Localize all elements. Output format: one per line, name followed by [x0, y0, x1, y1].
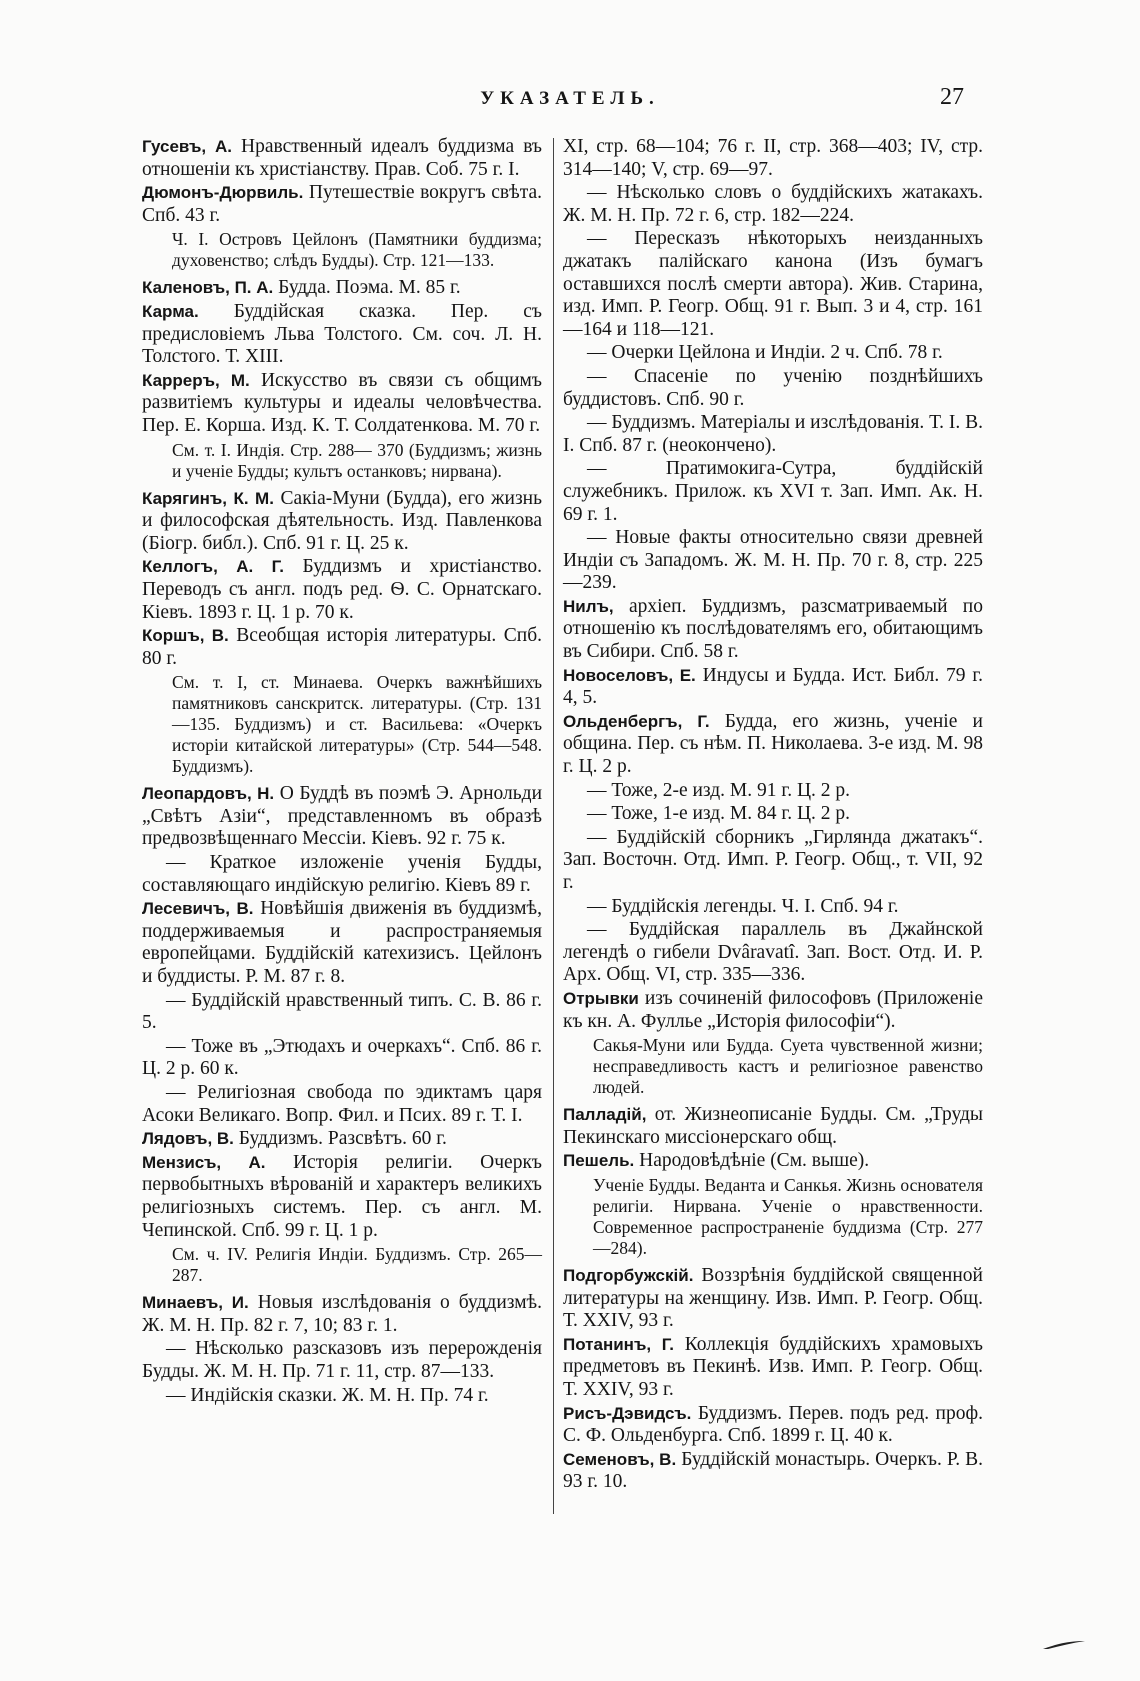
left-column	[142, 136, 542, 1408]
bibliography-entry	[142, 556, 542, 624]
bibliography-entry	[563, 1449, 983, 1494]
author-name: Потанинъ, Г.	[563, 1334, 674, 1354]
bibliography-entry	[142, 898, 542, 988]
entry-text: Новѣйшія движенія въ буддизмѣ, поддерживаемыя и распространяемыя европейцами. Буддійскій катехизисъ. Цейлонъ и буддисты. Р. М. 87 г. 8.	[142, 898, 542, 988]
bibliography-entry	[142, 301, 542, 369]
bibliography-entry	[142, 1292, 542, 1337]
bibliography-entry	[563, 1334, 983, 1402]
bibliography-entry	[142, 136, 542, 181]
entry-text: Буддійская сказка. Пер. съ предисловіемъ Льва Толстого. См. соч. Л. Н. Толстого. Т. XIII.	[142, 300, 542, 368]
bibliography-entry	[563, 665, 983, 710]
author-name: Пешель.	[563, 1151, 635, 1171]
bibliography-entry	[563, 1104, 983, 1149]
author-name: Рисъ-Дэвидсъ.	[563, 1403, 692, 1423]
ink-mark	[1042, 1640, 1086, 1650]
author-name: Коршъ, В.	[142, 626, 229, 646]
entry-continuation: — Буддійскій нравственный типъ. С. В. 86 г. 5.	[142, 989, 542, 1034]
entry-text: от. Жизнеописаніе Будды. См. „Труды Пекинскаго миссіонерскаго общ.	[563, 1104, 983, 1148]
entry-text: Сакіа-Муни (Будда), его жизнь и философская дѣятельность. Изд. Павленкова (Біогр. библ.). Спб. 91 г. Ц. 25 к.	[142, 487, 542, 554]
entry-text: Нравственный идеалъ буддизма въ отношеніи къ христіанству. Прав. Соб. 75 г. I.	[142, 136, 542, 180]
author-name: Келлогъ, А. Г.	[142, 557, 284, 577]
bibliography-entry	[142, 783, 542, 851]
bibliography-entry	[142, 277, 542, 300]
bibliography-entry	[563, 1265, 983, 1333]
author-name: Лесевичъ, В.	[142, 899, 254, 919]
bibliography-entry	[563, 1150, 983, 1173]
bibliography-entry	[563, 1403, 983, 1448]
entry-note: См. т. I, ст. Минаева. Очеркъ важнѣйшихъ памятниковъ санскритск. литературы. (Стр. 131—135. Буддизмъ) и ст. Васильева: «Очеркъ исторіи китайской литературы» (Стр. 544—548. Буддизмъ).	[172, 672, 542, 777]
entry-continuation: — Краткое изложеніе ученія Будды, составляющаго индійскую религію. Кіевъ 89 г.	[142, 852, 542, 896]
entry-text: Воззрѣнія буддійской священной литературы на женщину. Изв. Имп. Р. Геогр. Общ. Т. XXIV, 93 г.	[563, 1264, 983, 1332]
entry-continuation: — Буддизмъ. Матеріалы и изслѣдованія. Т. I. В. I. Спб. 87 г. (неоконченo).	[563, 412, 983, 456]
author-name: Мензисъ, А.	[142, 1152, 266, 1172]
author-name: Дюмонъ-Дюрвиль.	[142, 183, 304, 203]
entry-note: Сакья-Муни или Будда. Суета чувственной жизни; несправедливость кастъ и религіозное равенство людей.	[593, 1035, 983, 1098]
entry-continuation: — Пратимокига-Сутра, буддійскій служебникъ. Прилож. къ XVI т. Зап. Имп. Ак. Н. 69 г. 1.	[563, 458, 983, 525]
entry-continuation: — Спасеніе по ученію позднѣйшихъ буддистовъ. Спб. 90 г.	[563, 365, 983, 410]
entry-text: Будда, его жизнь, ученіе и община. Пер. съ нѣм. П. Николаева. 3-е изд. М. 98 г. Ц. 2 р.	[563, 710, 983, 778]
entry-continuation: — Религіозная свобода по эдиктамъ царя Асоки Великаго. Вопр. Фил. и Псих. 89 г. Т. I.	[142, 1082, 542, 1126]
entry-continuation: — Буддійская параллель въ Джайнской легендѣ о гибели Dvâravatî. Зап. Вост. Отд. И. Р. Арх. Общ. VI, стр. 335—336.	[563, 919, 983, 986]
bibliography-entry	[563, 711, 983, 779]
page-number: 27	[940, 84, 964, 110]
entry-text: Буддизмъ. Разсвѣтъ. 60 г.	[233, 1128, 447, 1150]
bibliography-entry	[142, 370, 542, 438]
author-name: Минаевъ, И.	[142, 1293, 249, 1313]
entry-continuation: — Новые факты относительно связи древней Индіи съ Западомъ. Ж. М. Н. Пр. 70 г. 8, стр. 225—239.	[563, 527, 983, 594]
entry-continuation: — Нѣсколько словъ о буддійскихъ жатакахъ. Ж. М. Н. Пр. 72 г. 6, стр. 182—224.	[563, 182, 983, 226]
entry-carryover: XI, стр. 68—104; 76 г. II, стр. 368—403; IV, стр. 314—140; V, стр. 69—97.	[563, 136, 983, 180]
entry-text: Коллекція буддійскихъ храмовыхъ предметовъ въ Пекинѣ. Изв. Имп. Р. Геогр. Общ. Т. XXIV, 93 г.	[563, 1333, 983, 1400]
author-name: Карма.	[142, 301, 199, 321]
bibliography-entry	[142, 625, 542, 670]
entry-note: См. т. I. Индія. Стр. 288— 370 (Буддизмъ; жизнь и ученіе Будды; культъ останковъ; нирвана).	[172, 439, 542, 481]
entry-text: архіеп. Буддизмъ, разсматриваемый по отношенію къ послѣдователямъ его, обитающимъ въ Сибири. Спб. 58 г.	[563, 595, 983, 663]
entry-continuation: — Очерки Цейлона и Индіи. 2 ч. Спб. 78 г.	[587, 342, 943, 364]
author-name: Нилъ,	[563, 596, 614, 616]
entry-continuation: — Тоже, 2-е изд. М. 91 г. Ц. 2 р.	[587, 779, 851, 801]
entry-continuation: — Буддійскія легенды. Ч. I. Спб. 94 г.	[587, 895, 899, 917]
author-name: Леопардовъ, Н.	[142, 784, 275, 804]
author-name: Отрывки	[563, 988, 639, 1008]
entry-text: Исторія религіи. Очеркъ первобытныхъ вѣрованій и характеръ великихъ религіозныхъ системъ. Пер. съ англ. М. Чепинской. Спб. 99 г. Ц. 1 р.	[142, 1151, 542, 1241]
entry-text: Буддизмъ и христіанство. Переводъ съ англ. подъ ред. Ѳ. С. Орнатскаго. Кіевъ. 1893 г. Ц. 1 р. 70 к.	[142, 556, 543, 623]
entry-text: О Буддѣ въ поэмѣ Э. Арнольди „Свѣтъ Азіи“, представленномъ въ образѣ предвозвѣщеннаго Мессіи. Кіевъ. 92 г. 75 к.	[142, 783, 543, 850]
entry-continuation: — Пересказъ нѣкоторыхъ неизданныхъ джатакъ палійскаго канона (Изъ бумагъ оставшихся послѣ смерти автора). Жив. Старина, изд. Имп. Р. Геогр. Общ. 91 г. Вып. 3 и 4, стр. 161—164 и 118—121.	[563, 228, 983, 340]
author-name: Лядовъ, В.	[142, 1129, 234, 1149]
author-name: Палладій,	[563, 1105, 647, 1125]
author-name: Семеновъ, В.	[563, 1449, 677, 1469]
entry-note: См. ч. IV. Религія Индіи. Буддизмъ. Стр. 265—287.	[172, 1244, 542, 1286]
entry-text: Буддійскій монастырь. Очеркъ. Р. В. 93 г. 10.	[563, 1448, 983, 1493]
right-column	[563, 136, 983, 1495]
entry-text: Всеобщая исторія литературы. Спб. 80 г.	[142, 625, 542, 669]
bibliography-entry	[563, 988, 983, 1033]
author-name: Гусевъ, А.	[142, 137, 232, 156]
entry-continuation: — Тоже, 1-е изд. М. 84 г. Ц. 2 р.	[587, 803, 851, 825]
entry-text: Народовѣдѣніе (См. выше).	[634, 1150, 870, 1172]
author-name: Карягинъ, К. М.	[142, 488, 274, 508]
author-name: Каленовъ, П. А.	[142, 278, 274, 298]
author-name: Карреръ, М.	[142, 370, 250, 390]
entry-continuation: — Тоже въ „Этюдахъ и очеркахъ“. Спб. 86 г. Ц. 2 р. 60 к.	[142, 1035, 542, 1080]
entry-continuation: — Индійскія сказки. Ж. М. Н. Пр. 74 г.	[166, 1384, 489, 1406]
entry-text: Путешествіе вокругъ свѣта. Спб. 43 г.	[142, 182, 542, 226]
entry-note: Ч. I. Островъ Цейлонъ (Памятники буддизма; духовенство; слѣдъ Будды). Стр. 121—133.	[172, 229, 542, 271]
author-name: Новоселовъ, Е.	[563, 665, 696, 685]
entry-text: изъ сочиненій философовъ (Приложеніе къ кн. А. Фуллье „Исторія философіи“).	[563, 987, 983, 1032]
bibliography-entry	[142, 1128, 542, 1151]
bibliography-entry	[142, 182, 542, 227]
entry-text: Будда. Поэма. М. 85 г.	[273, 277, 461, 299]
author-name: Ольденбергъ, Г.	[563, 711, 710, 731]
entry-continuation: — Буддійскій сборникъ „Гирлянда джатакъ“. Зап. Восточн. Отд. Имп. Р. Геогр. Общ., т. VII, 92 г.	[563, 826, 983, 893]
entry-text: Буддизмъ. Перев. подъ ред. проф. С. Ф. Ольденбурга. Спб. 1899 г. Ц. 40 к.	[563, 1402, 983, 1447]
author-name: Подгорбужскій.	[563, 1265, 694, 1285]
bibliography-entry	[142, 1152, 542, 1242]
bibliography-entry	[563, 596, 983, 664]
entry-text: Индусы и Будда. Ист. Библ. 79 г. 4, 5.	[563, 664, 983, 709]
running-title: УКАЗАТЕЛЬ.	[480, 88, 660, 109]
entry-text: Искусство въ связи съ общимъ развитіемъ культуры и идеалы человѣчества. Пер. Е. Корша. Изд. К. Т. Солдатенкова. М. 70 г.	[142, 369, 542, 436]
entry-note: Ученіе Будды. Веданта и Санкья. Жизнь основателя религіи. Нирвана. Ученіе о нравственности. Современное распространеніе буддизма (Стр. 277—284).	[593, 1174, 983, 1258]
bibliography-entry	[142, 488, 542, 556]
column-divider	[553, 138, 554, 1514]
entry-continuation: — Нѣсколько разсказовъ изъ перерожденія Будды. Ж. М. Н. Пр. 71 г. 11, стр. 87—133.	[142, 1338, 542, 1382]
entry-text: Новыя изслѣдованія о буддизмѣ. Ж. М. Н. Пр. 82 г. 7, 10; 83 г. 1.	[142, 1292, 543, 1336]
